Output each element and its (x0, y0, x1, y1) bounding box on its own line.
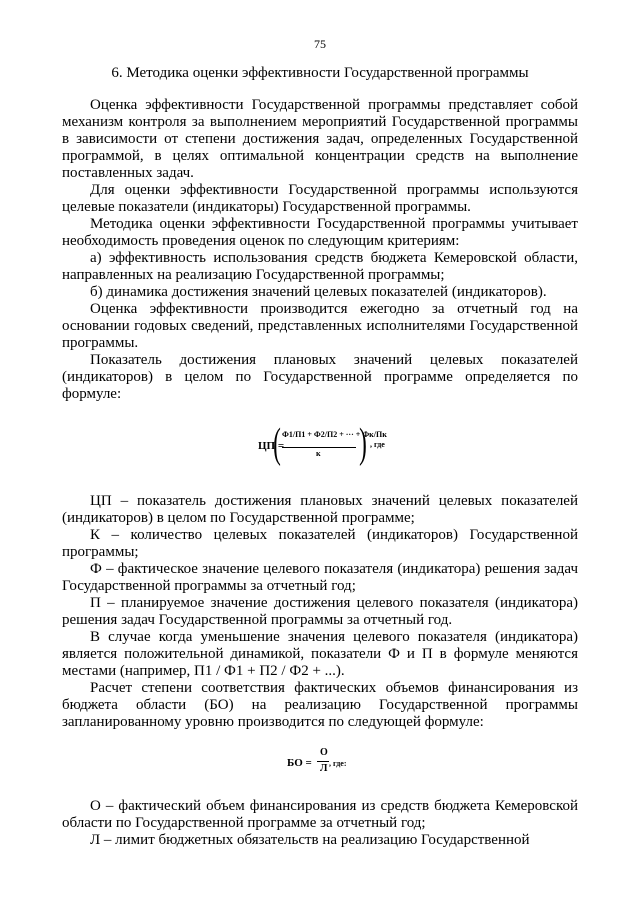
page-number: 75 (314, 37, 326, 51)
paragraph: Методика оценки эффективности Государственной программы учитывает необходимость проведения оценок по следующим критериям: (62, 216, 578, 249)
paragraph: О – фактический объем финансирования из средств бюджета Кемеровской области по Государственной программе за отчетный год; (62, 798, 578, 831)
body-text-block-c (62, 798, 578, 849)
formula-right-paren: ) (359, 421, 367, 467)
formula-cp-numerator: Ф1/П1 + Ф2/П2 + ··· + Фк/Пк (282, 430, 387, 439)
paragraph: П – планируемое значение достижения целевого показателя (индикатора) решения задач Государственной программы за отчетный год. (62, 595, 578, 628)
fraction-bar (282, 447, 356, 448)
formula-cp (258, 418, 388, 476)
paragraph: Л – лимит бюджетных обязательств на реализацию Государственной (90, 832, 530, 848)
formula-left-paren: ( (273, 421, 281, 467)
formula-bo-suffix: , где: (329, 759, 347, 768)
fraction-bar (317, 761, 329, 762)
section-title: 6. Методика оценки эффективности Государственной программы (111, 65, 529, 81)
paragraph: а) эффективность использования средств бюджета Кемеровской области, направленных на реализацию Государственной программы; (62, 250, 578, 283)
paragraph: б) динамика достижения значений целевых показателей (индикаторов). (90, 284, 547, 300)
formula-bo (287, 747, 367, 781)
formula-cp-suffix: , где (370, 440, 385, 449)
paragraph: Для оценки эффективности Государственной программы используются целевые показатели (индикаторы) Государственной программы. (62, 182, 578, 215)
formula-cp-denominator: к (316, 449, 321, 458)
paragraph: Расчет степени соответствия фактических объемов финансирования из бюджета области (БО) на реализацию Государственной программы запланированному уровню производится по следующей формуле: (62, 680, 578, 730)
body-text-block-a (62, 97, 578, 403)
paragraph: ЦП – показатель достижения плановых значений целевых показателей (индикаторов) в целом по Государственной программе; (62, 493, 578, 526)
paragraph: В случае когда уменьшение значения целевого показателя (индикатора) является положительной динамикой, показатели Ф и П в формуле меняются местами (например, П1 / Ф1 + П2 / Ф2 + ...). (62, 629, 578, 679)
body-text-block-b (62, 493, 578, 731)
paragraph: К – количество целевых показателей (индикаторов) Государственной программы; (62, 527, 578, 560)
formula-cp-lhs: ЦП = (258, 440, 285, 452)
formula-bo-denominator: Л (320, 763, 328, 774)
formula-bo-numerator: О (320, 747, 328, 758)
paragraph: Показатель достижения плановых значений целевых показателей (индикаторов) в целом по Государственной программе определяется по формуле: (62, 352, 578, 402)
paragraph: Ф – фактическое значение целевого показателя (индикатора) решения задач Государственной программы за отчетный год; (62, 561, 578, 594)
paragraph: Оценка эффективности Государственной программы представляет собой механизм контроля за выполнением мероприятий Государственной программы в зависимости от степени достижения задач, определенных Государственной программой, в целях оптимальной концентрации средств на выполнение поставленных задач. (62, 97, 578, 181)
paragraph: Оценка эффективности производится ежегодно за отчетный год на основании годовых сведений, представленных исполнителями Государственной программы. (62, 301, 578, 351)
formula-bo-lhs: БО = (287, 757, 312, 769)
